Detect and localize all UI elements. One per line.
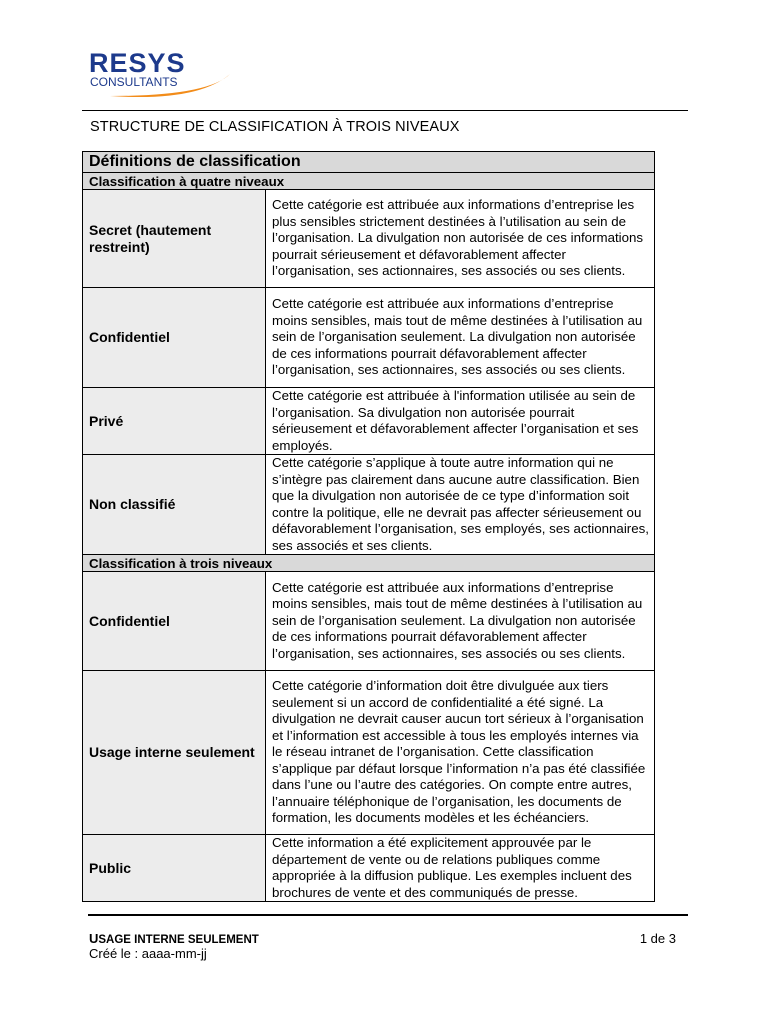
company-logo [88,50,238,102]
description-cell: Cette catégorie d’information doit être divulguée aux tiers seulement si un accord de confidentialité a été signé. La divulgation ne devrait causer aucun tort sérieux à l’organisation et l’information est accessible à tous les employés internes via le réseau intranet de l’organisation. Cette classification s’applique par défaut lorsque l’information n’a pas été classifiée dans l’une ou l’autre des catégories. On compte entre autres, l’annuaire téléphonique de l’organisation, les documents de formation, les documents modèles et les échéanciers. [266,671,655,835]
section-three-label: Classification à trois niveaux [83,555,655,572]
footer-classification-initial: U [89,931,99,946]
term-cell: Privé [83,388,266,455]
header-rule [82,110,688,111]
footer-rule [88,914,688,916]
footer-classification [89,931,259,946]
table-row [83,288,655,388]
table-heading-row [83,152,655,173]
section-four-label: Classification à quatre niveaux [83,173,655,190]
description-cell: Cette information a été explicitement approuvée par le département de vente ou de relations publiques comme appropriée à la diffusion publique. Les exemples incluent des brochures de vente et des communiqués de presse. [266,835,655,902]
footer-created-date: Créé le : aaaa-mm-jj [89,946,207,961]
term-cell: Usage interne seulement [83,671,266,835]
table-row [83,671,655,835]
description-cell: Cette catégorie est attribuée à l'information utilisée au sein de l’organisation. Sa divulgation non autorisée pourrait sérieusement et défavorablement affecter l’organisation et ses employés. [266,388,655,455]
description-cell: Cette catégorie s’applique à toute autre information qui ne s’intègre pas clairement dans aucune autre classification. Bien que la divulgation non autorisée de ce type d’information soit contre la politique, elle ne devrait pas affecter sérieusement ou défavorablement l’organisation, ses employés, ses actionnaires, ses associés et ses clients. [266,455,655,555]
table-row [83,388,655,455]
table-heading: Définitions de classification [83,152,655,173]
section-header-row [83,555,655,572]
table-row [83,190,655,288]
table-row [83,572,655,671]
term-cell: Confidentiel [83,288,266,388]
table-row [83,835,655,902]
table-row [83,455,655,555]
logo-subtitle: CONSULTANTS [90,75,178,89]
section-header-row [83,173,655,190]
footer-page-number: 1 de 3 [639,931,676,946]
term-cell: Public [83,835,266,902]
document-title: STRUCTURE DE CLASSIFICATION À TROIS NIVEAUX [90,119,460,135]
footer-classification-rest: SAGE INTERNE SEULEMENT [98,934,259,946]
description-cell: Cette catégorie est attribuée aux informations d’entreprise moins sensibles, mais tout de même destinées à l’utilisation au sein de l’organisation seulement. La divulgation non autorisée de ces informations pourrait défavorablement affecter l’organisation, ses actionnaires, ses associés ou ses clients. [266,288,655,388]
description-cell: Cette catégorie est attribuée aux informations d’entreprise les plus sensibles strictement destinées à l’utilisation au sein de l’organisation. La divulgation non autorisée de ces informations pourrait sérieusement et défavorablement affecter l’organisation, ses actionnaires, ses associés ou ses clients. [266,190,655,288]
term-cell: Non classifié [83,455,266,555]
description-cell: Cette catégorie est attribuée aux informations d’entreprise moins sensibles, mais tout de même destinées à l’utilisation au sein de l’organisation seulement. La divulgation non autorisée de ces informations pourrait défavorablement affecter l’organisation, ses actionnaires, ses associés ou ses clients. [266,572,655,671]
term-cell: Confidentiel [83,572,266,671]
term-cell: Secret (hautement restreint) [83,190,266,288]
logo-brand: RESYS [89,50,186,78]
classification-table [82,151,655,902]
